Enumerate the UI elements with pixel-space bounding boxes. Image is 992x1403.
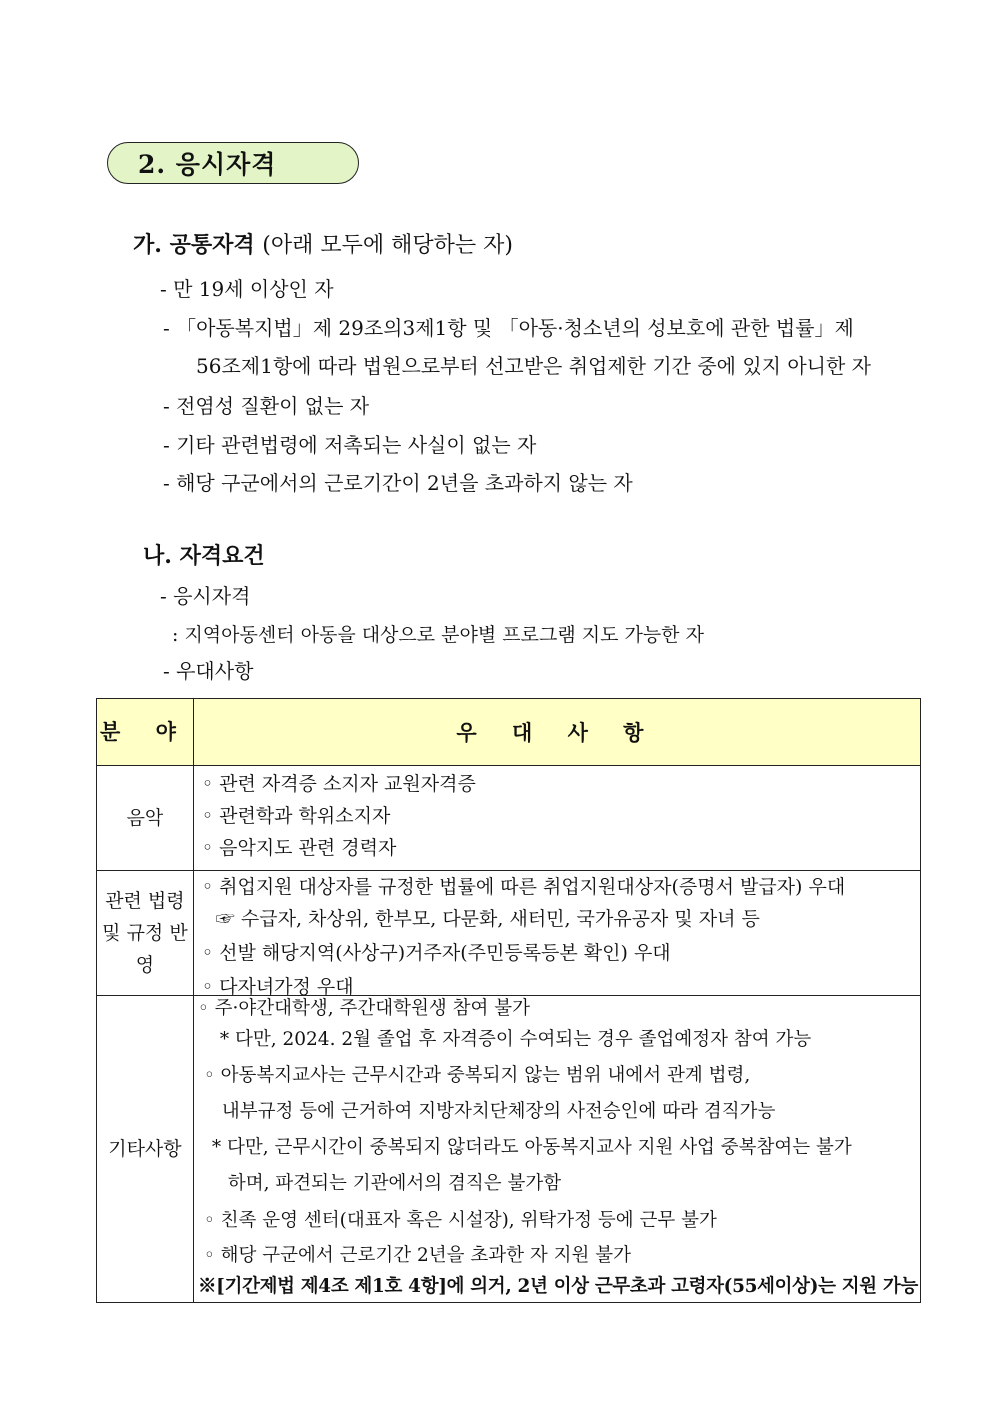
table-row (97, 871, 921, 996)
table-header-row (97, 699, 921, 766)
list-item: * 다만, 2024. 2월 졸업 후 자격증이 수여되는 경우 졸업예정자 참여 가능 (219, 1029, 812, 1050)
common-item: - 만 19세 이상인 자 (160, 277, 334, 301)
list-item: ◦ 관련학과 학위소지자 (201, 805, 391, 827)
list-item: ◦ 해당 구군에서 근로기간 2년을 초과한 자 지원 불가 (203, 1245, 632, 1266)
section-title: 2. 응시자격 (107, 142, 359, 184)
preference-table (96, 698, 921, 1303)
row-items (193, 996, 920, 1303)
list-item-notice: ※[기간제법 제4조 제1호 4항]에 의거, 2년 이상 근무초과 고령자(55세이상)는 지원 가능 (197, 1276, 918, 1297)
table-row (97, 766, 921, 871)
common-item: - 해당 구군에서의 근로기간이 2년을 초과하지 않는 자 (163, 471, 633, 495)
common-item: - 전염성 질환이 없는 자 (163, 394, 370, 418)
header-field: 분 야 (97, 699, 194, 766)
list-item: ◦ 선발 해당지역(사상구)거주자(주민등록등본 확인) 우대 (201, 942, 671, 964)
row-category: 음악 (97, 766, 194, 871)
requirements-heading: 나. 자격요건 (143, 543, 265, 569)
list-item: * 다만, 근무시간이 중복되지 않더라도 아동복지교사 지원 사업 중복참여는 불가 (211, 1137, 852, 1158)
row-items (193, 871, 920, 996)
preference-label: - 우대사항 (163, 659, 254, 683)
list-item: 내부규정 등에 근거하여 지방자치단체장의 사전승인에 따라 겸직가능 (221, 1101, 776, 1122)
common-heading (133, 228, 513, 259)
header-preferences: 우 대 사 항 (193, 699, 920, 766)
common-item: - 「아동복지법」제 29조의3제1항 및 「아동·청소년의 성보호에 관한 법률」제 (163, 316, 854, 340)
list-item: 하며, 파견되는 기관에서의 겸직은 불가함 (227, 1173, 562, 1194)
row-category: 기타사항 (97, 996, 194, 1303)
list-item: ☞ 수급자, 차상위, 한부모, 다문화, 새터민, 국가유공자 및 자녀 등 (215, 908, 760, 930)
exam-qualification-label: - 응시자격 (160, 584, 251, 608)
common-item-continued: 56조제1항에 따라 법원으로부터 선고받은 취업제한 기간 중에 있지 아니한 자 (196, 354, 871, 378)
row-items (193, 766, 920, 871)
list-item: ◦ 취업지원 대상자를 규정한 법률에 따른 취업지원대상자(증명서 발급자) 우대 (201, 876, 846, 898)
list-item: ◦ 관련 자격증 소지자 교원자격증 (201, 773, 476, 795)
list-item: ◦ 다자녀가정 우대 (201, 976, 354, 998)
common-heading-sub: (아래 모두에 해당하는 자) (262, 233, 513, 258)
table-row (97, 996, 921, 1303)
common-item: - 기타 관련법령에 저촉되는 사실이 없는 자 (163, 433, 537, 457)
list-item: ◦ 주·야간대학생, 주간대학원생 참여 불가 (197, 998, 530, 1019)
list-item: ◦ 친족 운영 센터(대표자 혹은 시설장), 위탁가정 등에 근무 불가 (203, 1210, 717, 1231)
common-heading-title: 가. 공통자격 (133, 232, 255, 258)
row-category: 관련 법령 및 규정 반영 (97, 871, 194, 996)
list-item: ◦ 아동복지교사는 근무시간과 중복되지 않는 범위 내에서 관계 법령, (203, 1065, 751, 1086)
list-item: ◦ 음악지도 관련 경력자 (201, 837, 397, 859)
exam-qualification-detail: : 지역아동센터 아동을 대상으로 분야별 프로그램 지도 가능한 자 (172, 624, 704, 646)
